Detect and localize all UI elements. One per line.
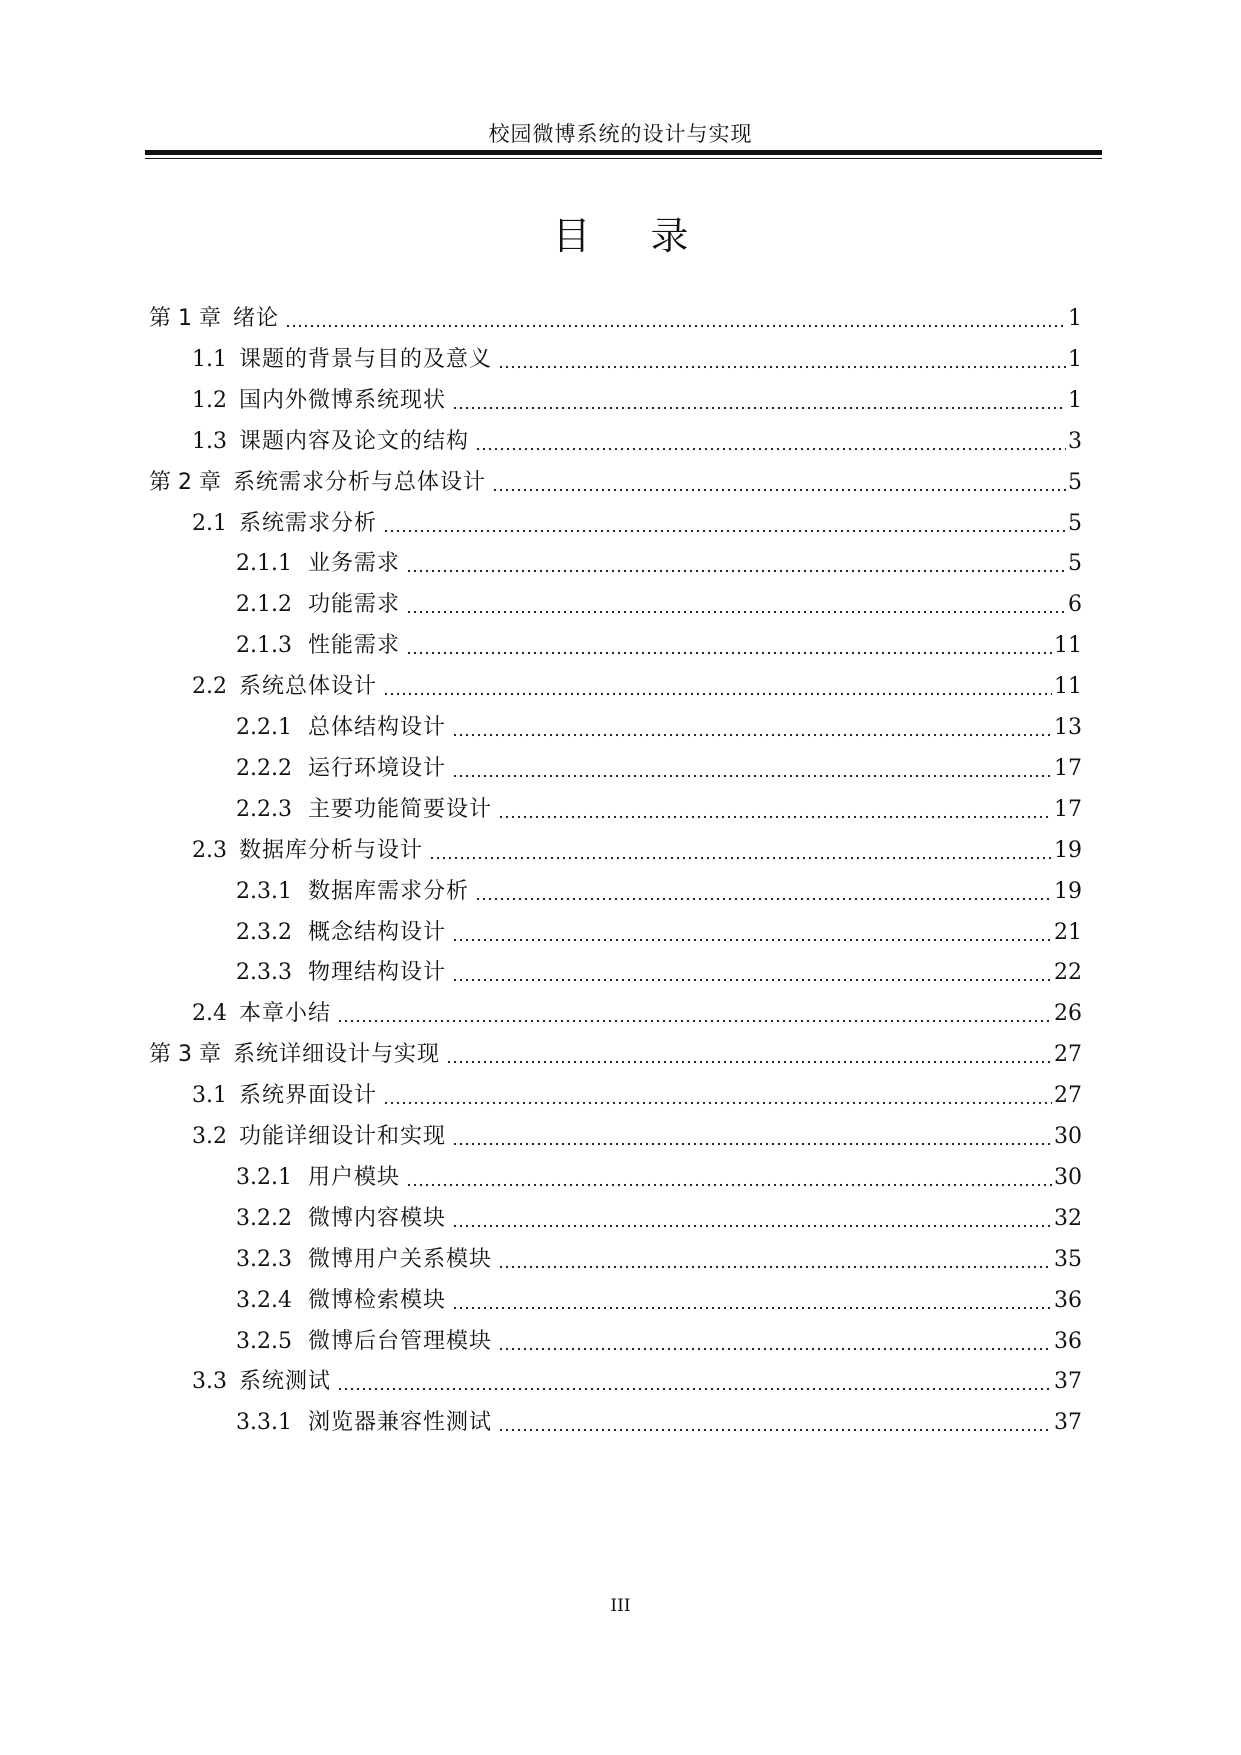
toc-entry-page: 5 bbox=[1068, 510, 1082, 536]
toc-entry-number: 3.2.3 bbox=[236, 1246, 292, 1272]
dot-leader bbox=[475, 877, 1052, 907]
toc-entry-number: 2.2 bbox=[192, 674, 227, 700]
toc-entry[interactable] bbox=[236, 1323, 1082, 1357]
toc-entry-page: 6 bbox=[1068, 592, 1082, 618]
toc-entry-title: 浏览器兼容性测试 bbox=[307, 1410, 492, 1436]
toc-entry-page: 17 bbox=[1054, 796, 1082, 822]
toc-entry-title: 主要功能简要设计 bbox=[307, 796, 492, 822]
toc-entry-number: 3.3 bbox=[192, 1369, 227, 1395]
toc-entry-page: 36 bbox=[1054, 1287, 1082, 1313]
toc-entry-title: 微博检索模块 bbox=[307, 1287, 446, 1313]
toc-entry-title: 概念结构设计 bbox=[307, 919, 446, 945]
toc-entry-number: 第 2 章 bbox=[149, 469, 221, 495]
toc-title: 目录 bbox=[552, 214, 749, 258]
toc-entry-title: 用户模块 bbox=[307, 1164, 400, 1190]
toc-entry-number: 第 1 章 bbox=[149, 306, 221, 331]
toc-entry-number: 2.3.1 bbox=[236, 878, 292, 904]
toc-entry[interactable] bbox=[236, 1200, 1082, 1234]
toc-entry[interactable] bbox=[192, 505, 1082, 539]
dot-leader bbox=[452, 918, 1052, 948]
toc-entry[interactable] bbox=[236, 545, 1082, 579]
toc-entry-title: 系统需求分析 bbox=[239, 510, 378, 536]
toc-entry-title: 总体结构设计 bbox=[307, 715, 446, 740]
toc-entry-page: 19 bbox=[1054, 878, 1082, 904]
toc-entry-number: 1.1 bbox=[192, 346, 227, 372]
dot-leader bbox=[452, 713, 1052, 743]
toc-entry-number: 3.2.5 bbox=[236, 1328, 292, 1354]
toc-entry-title: 绪论 bbox=[232, 306, 279, 331]
dot-leader bbox=[475, 427, 1066, 457]
toc-entry[interactable] bbox=[149, 1036, 1082, 1070]
toc-entry[interactable] bbox=[149, 300, 1082, 334]
dot-leader bbox=[383, 509, 1066, 539]
toc-entry[interactable] bbox=[236, 586, 1082, 620]
toc-entry-number: 2.1.1 bbox=[236, 551, 292, 577]
toc-entry[interactable] bbox=[192, 341, 1082, 375]
toc-entry-page: 22 bbox=[1054, 960, 1082, 986]
toc-entry-title: 物理结构设计 bbox=[307, 960, 446, 986]
toc-entry-title: 微博用户关系模块 bbox=[307, 1246, 492, 1272]
toc-entry-title: 系统界面设计 bbox=[239, 1083, 378, 1109]
toc-entry-title: 系统总体设计 bbox=[239, 674, 378, 700]
toc-entry-page: 21 bbox=[1054, 919, 1082, 945]
dot-leader bbox=[337, 999, 1052, 1029]
toc-entry-number: 2.3.3 bbox=[236, 960, 292, 986]
toc-entry-number: 2.2.1 bbox=[236, 715, 292, 740]
toc-entry-page: 17 bbox=[1054, 755, 1082, 781]
toc-entry-title: 课题的背景与目的及意义 bbox=[239, 346, 493, 372]
toc-entry-page: 27 bbox=[1054, 1083, 1082, 1109]
dot-leader bbox=[406, 1163, 1052, 1193]
toc-entry-title: 系统需求分析与总体设计 bbox=[232, 469, 486, 495]
dot-leader bbox=[429, 836, 1052, 866]
toc-entry-page: 1 bbox=[1068, 346, 1082, 372]
header-rule-thick bbox=[145, 150, 1102, 155]
toc-entry-page: 30 bbox=[1054, 1164, 1082, 1190]
toc-entry-title: 系统详细设计与实现 bbox=[232, 1042, 440, 1068]
dot-leader bbox=[498, 345, 1066, 375]
toc-entry[interactable] bbox=[236, 954, 1082, 988]
dot-leader bbox=[406, 590, 1066, 620]
toc-entry-page: 5 bbox=[1068, 551, 1082, 577]
toc-entry-page: 11 bbox=[1054, 633, 1082, 659]
toc-entry[interactable] bbox=[192, 382, 1082, 416]
toc-entry-number: 2.3 bbox=[192, 837, 227, 863]
toc-entry-number: 3.2.4 bbox=[236, 1287, 292, 1313]
toc-entry-number: 2.1 bbox=[192, 510, 227, 536]
dot-leader bbox=[406, 631, 1052, 661]
toc-entry-title: 国内外微博系统现状 bbox=[239, 387, 447, 413]
toc-entry[interactable] bbox=[236, 627, 1082, 661]
toc-entry-title: 业务需求 bbox=[307, 551, 400, 577]
toc-entry-page: 11 bbox=[1054, 674, 1082, 700]
toc-entry-page: 36 bbox=[1054, 1328, 1082, 1354]
dot-leader bbox=[383, 672, 1052, 702]
toc-entry[interactable] bbox=[236, 1404, 1082, 1438]
dot-leader bbox=[337, 1367, 1052, 1397]
dot-leader bbox=[452, 1122, 1052, 1152]
dot-leader bbox=[446, 1040, 1052, 1070]
toc-entry-title: 功能详细设计和实现 bbox=[239, 1124, 447, 1149]
toc-entry-page: 3 bbox=[1068, 428, 1082, 454]
toc-entry-number: 1.3 bbox=[192, 428, 227, 454]
toc-entry-page: 5 bbox=[1068, 469, 1082, 495]
toc-entry-number: 2.1.3 bbox=[236, 633, 292, 659]
dot-leader bbox=[498, 1327, 1052, 1357]
toc-entry-title: 数据库需求分析 bbox=[307, 878, 469, 904]
toc-entry-number: 2.2.3 bbox=[236, 796, 292, 822]
toc-entry[interactable] bbox=[236, 873, 1082, 907]
toc-entry-title: 系统测试 bbox=[239, 1369, 332, 1395]
header-rule-thin bbox=[145, 158, 1102, 159]
toc-entry[interactable] bbox=[192, 1363, 1082, 1397]
toc-entry-title: 微博后台管理模块 bbox=[307, 1328, 492, 1354]
toc-entry[interactable] bbox=[149, 464, 1082, 498]
toc-entry-number: 2.1.2 bbox=[236, 592, 292, 618]
toc-entry-title: 课题内容及论文的结构 bbox=[239, 428, 470, 454]
toc-entry-page: 19 bbox=[1054, 837, 1082, 863]
toc-entry-page: 30 bbox=[1054, 1124, 1082, 1149]
toc-entry-title: 功能需求 bbox=[307, 592, 400, 618]
toc-entry-number: 2.2.2 bbox=[236, 755, 292, 781]
toc-entry-title: 微博内容模块 bbox=[307, 1205, 446, 1231]
dot-leader bbox=[492, 468, 1066, 498]
toc-entry-title: 数据库分析与设计 bbox=[239, 837, 424, 863]
toc-entry-number: 3.2.1 bbox=[236, 1164, 292, 1190]
toc-entry-page: 1 bbox=[1068, 387, 1082, 413]
toc-entry-page: 37 bbox=[1054, 1410, 1082, 1436]
toc-entry-number: 2.4 bbox=[192, 1001, 227, 1027]
toc-entry-page: 32 bbox=[1054, 1205, 1082, 1231]
toc-entry-title: 本章小结 bbox=[239, 1001, 332, 1027]
dot-leader bbox=[406, 549, 1066, 579]
dot-leader bbox=[498, 795, 1052, 825]
dot-leader bbox=[452, 1286, 1052, 1316]
toc-entry[interactable] bbox=[236, 1159, 1082, 1193]
toc-entry[interactable] bbox=[192, 995, 1082, 1029]
toc-entry-number: 3.3.1 bbox=[236, 1410, 292, 1436]
toc-entry-number: 3.2.2 bbox=[236, 1205, 292, 1231]
toc-entry-page: 1 bbox=[1068, 306, 1082, 331]
dot-leader bbox=[383, 1081, 1052, 1111]
page-number: III bbox=[610, 1596, 631, 1616]
dot-leader bbox=[285, 304, 1066, 334]
toc-entry[interactable] bbox=[236, 1241, 1082, 1275]
toc-entry[interactable] bbox=[236, 1282, 1082, 1316]
dot-leader bbox=[498, 1408, 1052, 1438]
toc-entry-number: 3.1 bbox=[192, 1083, 227, 1109]
toc-entry[interactable] bbox=[236, 750, 1082, 784]
toc-entry-page: 26 bbox=[1054, 1001, 1082, 1027]
toc-entry[interactable] bbox=[236, 791, 1082, 825]
toc-entry-page: 35 bbox=[1054, 1246, 1082, 1272]
toc-entry[interactable] bbox=[192, 423, 1082, 457]
toc-entry[interactable] bbox=[236, 709, 1082, 743]
dot-leader bbox=[498, 1245, 1052, 1275]
dot-leader bbox=[452, 958, 1052, 988]
toc-entry[interactable] bbox=[192, 1118, 1082, 1152]
toc-entry-page: 37 bbox=[1054, 1369, 1082, 1395]
toc-entry[interactable] bbox=[192, 832, 1082, 866]
toc-entry-page: 27 bbox=[1054, 1042, 1082, 1068]
dot-leader bbox=[452, 1204, 1052, 1234]
toc-entry-title: 性能需求 bbox=[307, 633, 400, 659]
toc-entry-number: 第 3 章 bbox=[149, 1042, 221, 1068]
toc-entry-title: 运行环境设计 bbox=[307, 755, 446, 781]
running-header-title: 校园微博系统的设计与实现 bbox=[488, 122, 753, 146]
toc-entry[interactable] bbox=[192, 1077, 1082, 1111]
dot-leader bbox=[452, 754, 1052, 784]
toc-entry-number: 2.3.2 bbox=[236, 919, 292, 945]
toc-entry-number: 1.2 bbox=[192, 387, 227, 413]
toc-entry-page: 13 bbox=[1054, 715, 1082, 740]
toc-entry[interactable] bbox=[192, 668, 1082, 702]
toc-entry-number: 3.2 bbox=[192, 1124, 227, 1149]
dot-leader bbox=[452, 386, 1066, 416]
toc-entry[interactable] bbox=[236, 914, 1082, 948]
